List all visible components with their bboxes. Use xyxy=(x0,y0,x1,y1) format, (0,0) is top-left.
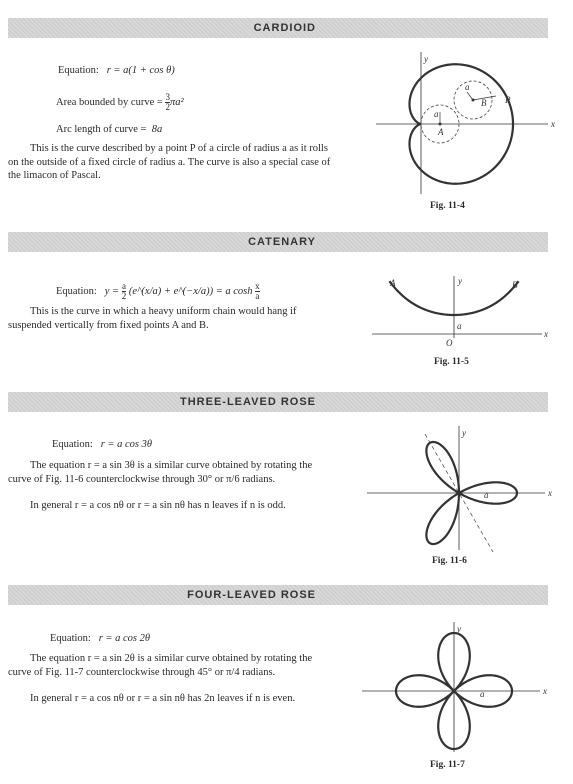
svg-text:a: a xyxy=(434,109,439,119)
svg-text:a: a xyxy=(480,689,485,699)
svg-text:a: a xyxy=(484,490,489,500)
cardioid-area: Area bounded by curve = $\frac{3}{2}$ πa² xyxy=(56,92,184,112)
center-b-point xyxy=(472,99,475,102)
center-a-point xyxy=(439,123,442,126)
section-title: CATENARY xyxy=(248,236,316,248)
section-title: THREE-LEAVED ROSE xyxy=(180,396,316,408)
three-rose-figure xyxy=(365,422,560,554)
svg-text:a: a xyxy=(457,321,462,331)
svg-text:A: A xyxy=(390,278,396,288)
cardioid-description: This is the curve described by a point P of a circle of radius a as it rolls on the outside of a fixed circle of radius a. The curve is also a special case of the limacon of Pascal. xyxy=(8,143,331,181)
svg-text:x: x xyxy=(544,329,548,339)
svg-text:x: x xyxy=(548,488,552,498)
cardioid-arc-length: Arc length of curve = 8a xyxy=(56,124,163,135)
three-rose-description-2: In general r = a cos nθ or r = a sin nθ has n leaves if n is odd. xyxy=(30,500,286,511)
four-rose-description-2: In general r = a cos nθ or r = a sin nθ has 2n leaves if n is even. xyxy=(30,693,296,704)
cardioid-equation: Equation: r = a(1 + cos θ) xyxy=(58,65,175,76)
cardioid-figure xyxy=(370,48,560,198)
catenary-figure xyxy=(370,272,560,354)
svg-text:a: a xyxy=(465,82,470,92)
svg-text:y: y xyxy=(457,624,461,634)
svg-text:y: y xyxy=(424,54,428,64)
fig-caption: Fig. 11-7 xyxy=(430,760,465,770)
four-rose-description-1: The equation r = a sin 2θ is a similar curve obtained by rotating the curve of Fig. 11-7 counterclockwise through 45° or π/4 radians. xyxy=(8,653,313,678)
fig-caption: Fig. 11-5 xyxy=(434,357,469,367)
svg-text:A: A xyxy=(438,127,444,137)
section-header-four-leaved-rose xyxy=(8,585,548,605)
svg-text:y: y xyxy=(462,428,466,438)
section-title: FOUR-LEAVED ROSE xyxy=(187,589,316,601)
svg-text:O: O xyxy=(446,338,453,348)
section-header-cardioid xyxy=(8,18,548,38)
svg-text:B: B xyxy=(512,280,518,290)
fig-caption: Fig. 11-4 xyxy=(430,201,465,211)
four-rose-figure xyxy=(360,618,560,756)
four-rose-equation: Equation: r = a cos 2θ xyxy=(50,633,151,644)
area-fraction: $\frac{3}{2}$ xyxy=(165,92,170,112)
svg-text:x: x xyxy=(551,119,555,129)
section-header-catenary xyxy=(8,232,548,252)
section-header-three-leaved-rose xyxy=(8,392,548,412)
catenary-equation: Equation: y = $\frac{a}{2}$ (e^(x/a) + e^(−x/a)) = a cosh $\frac{x}{a}$ xyxy=(56,281,260,301)
svg-text:x: x xyxy=(543,686,547,696)
svg-text:P: P xyxy=(505,95,511,105)
three-rose-description-1: The equation r = a sin 3θ is a similar curve obtained by rotating the curve of Fig. 11-6 counterclockwise through 30° or π/6 radians. xyxy=(8,460,313,485)
svg-text:B: B xyxy=(481,98,487,108)
svg-text:y: y xyxy=(458,276,462,286)
catenary-description: This is the curve in which a heavy uniform chain would hang if suspended vertically from fixed points A and B. xyxy=(8,306,297,331)
section-title: CARDIOID xyxy=(253,22,316,34)
three-rose-equation: Equation: r = a cos 3θ xyxy=(52,439,153,450)
fig-caption: Fig. 11-6 xyxy=(432,556,467,566)
